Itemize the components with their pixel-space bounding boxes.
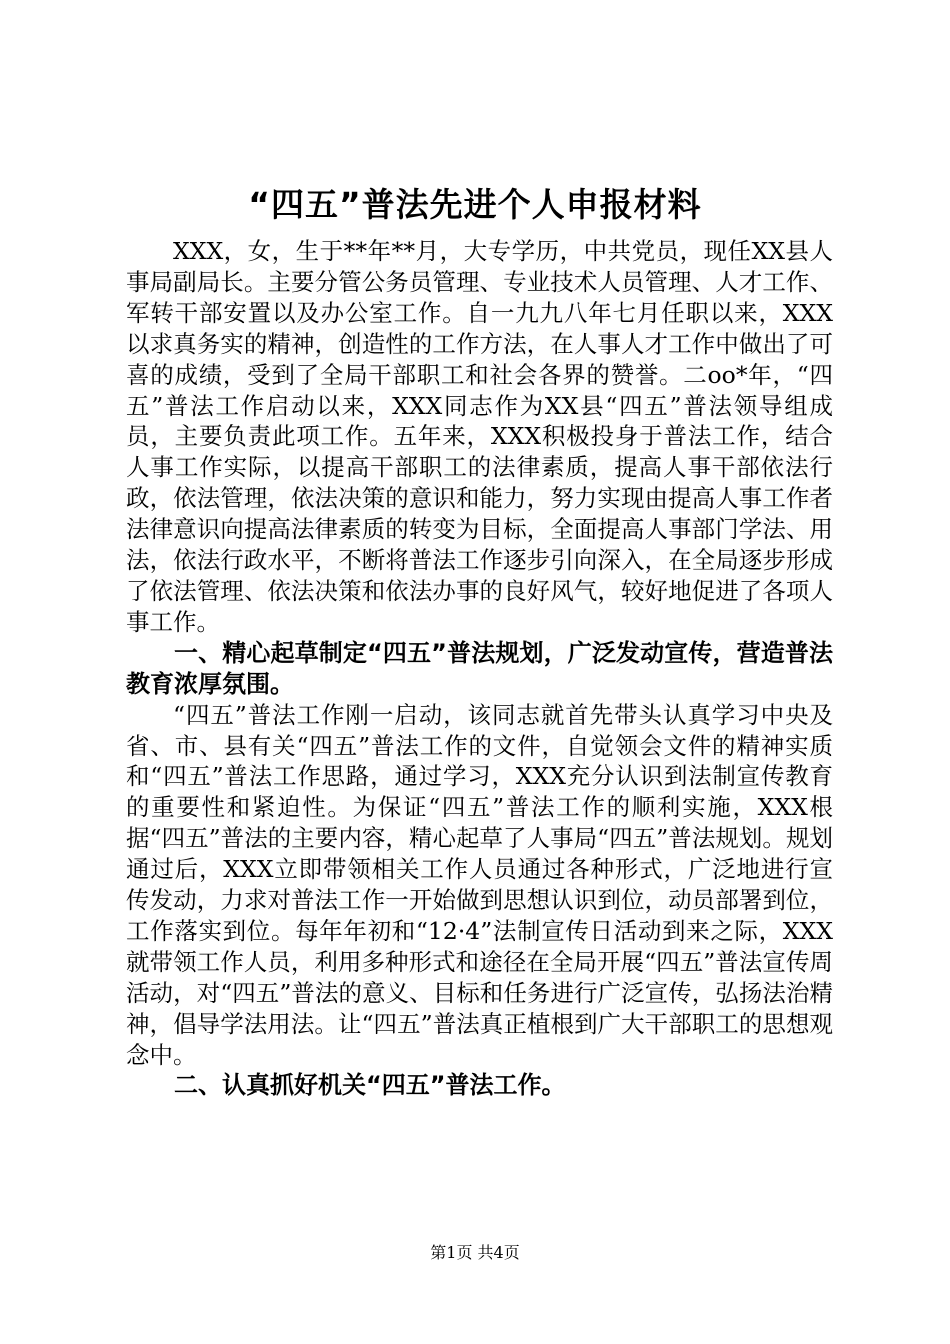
section-heading-1: 一、精心起草制定“四五”普法规划，广泛发动宣传，营造普法教育浓厚氛围。 [126,638,833,698]
document-body [126,236,833,1101]
document-title: “四五”普法先进个人申报材料 [248,185,702,224]
paragraph-intro: XXX，女，生于**年**月，大专学历，中共党员，现任XX县人事局副局长。主要分管公务员管理、专业技术人员管理、人才工作、军转干部安置以及办公室工作。自一九九八年七月任职以来，XXX以求真务实的精神，创造性的工作方法，在人事人才工作中做出了可喜的成绩，受到了全局干部职工和社会各界的赞誉。二oo*年，“四五”普法工作启动以来，XXX同志作为XX县“四五”普法领导组成员，主要负责此项工作。五年来，XXX积极投身于普法工作，结合人事工作实际，以提高干部职工的法律素质，提高人事干部依法行政，依法管理，依法决策的意识和能力，努力实现由提高人事工作者法律意识向提高法律素质的转变为目标，全面提高人事部门学法、用法，依法行政水平，不断将普法工作逐步引向深入，在全局逐步形成了依法管理、依法决策和依法办事的良好风气，较好地促进了各项人事工作。 [126,237,833,636]
page-footer: 第1页 共4页 [430,1243,520,1262]
section-heading-2: 二、认真抓好机关“四五”普法工作。 [174,1071,566,1100]
paragraph-section-1: “四五”普法工作刚一启动，该同志就首先带头认真学习中央及省、市、县有关“四五”普法工作的文件，自觉领会文件的精神实质和“四五”普法工作思路，通过学习，XXX充分认识到法制宣传教育的重要性和紧迫性。为保证“四五”普法工作的顺利实施，XXX根据“四五”普法的主要内容，精心起草了人事局“四五”普法规划。规划通过后，XXX立即带领相关工作人员通过各种形式，广泛地进行宣传发动，力求对普法工作一开始做到思想认识到位，动员部署到位，工作落实到位。每年年初和“12·4”法制宣传日活动到来之际，XXX就带领工作人员，利用多种形式和途径在全局开展“四五”普法宣传周活动，对“四五”普法的意义、目标和任务进行广泛宣传，弘扬法治精神，倡导学法用法。让“四五”普法真正植根到广大干部职工的思想观念中。 [126,700,833,1069]
